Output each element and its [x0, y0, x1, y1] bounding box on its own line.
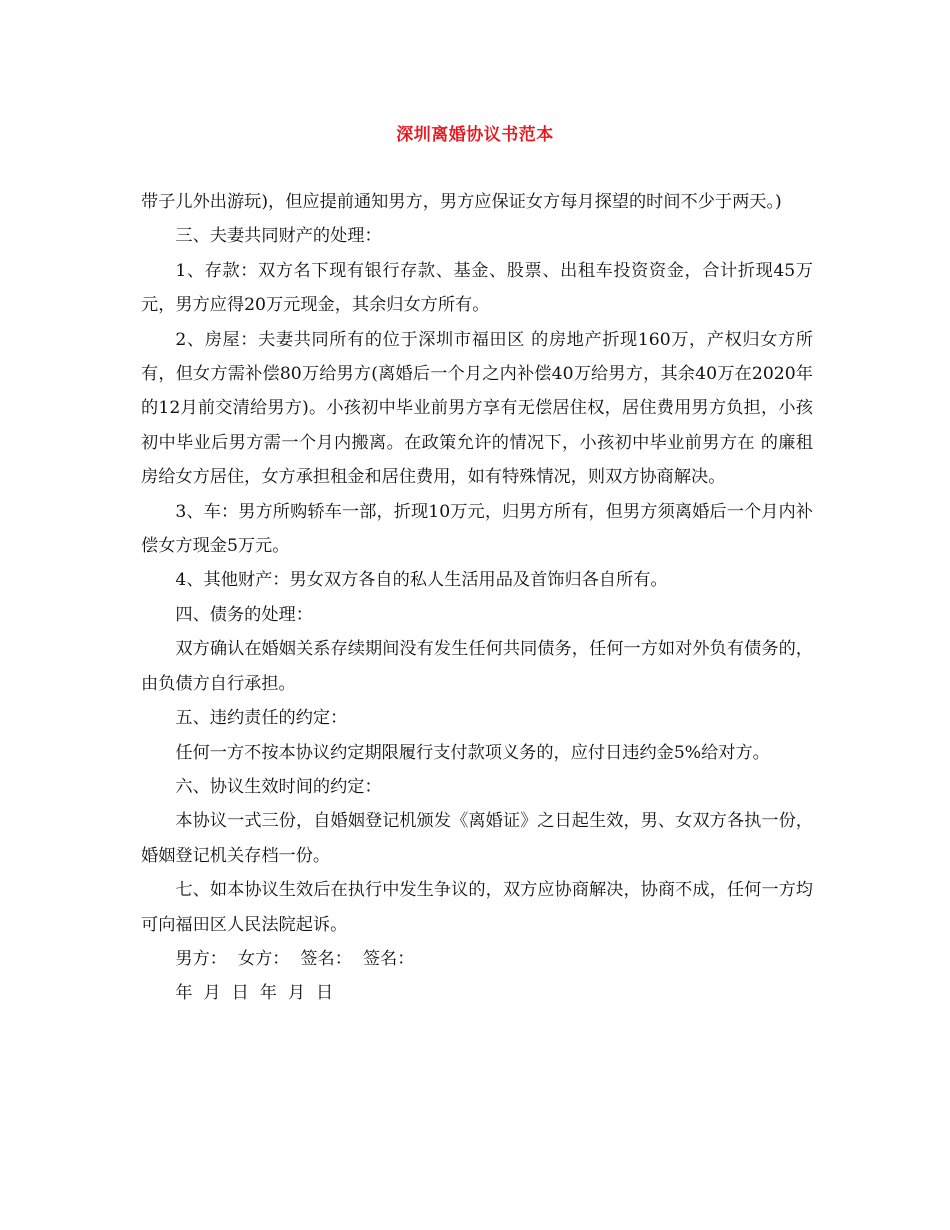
heading-joint-property: 三、夫妻共同财产的处理：: [175, 226, 382, 247]
paragraph-effective-time: 本协议一式三份，自婚姻登记机颁发《离婚证》之日起生效，男、女双方各执一份，婚姻登记机关存档一份。: [141, 811, 813, 866]
paragraph-house: 2、房屋：夫妻共同所有的位于深圳市福田区 的房地产折现160万，产权归女方所有，但女方需补偿80万给男方(离婚后一个月之内补偿40万给男方，其余40万在2020年的12月前交清给男方)。小孩初中毕业前男方享有无偿居住权，居住费用男方负担，小孩初中毕业后男方需一个月内搬离。在政策允许的情况下，小孩初中毕业前男方在 的廉租房给女方居住，女方承担租金和居住费用，如有特殊情况，则双方协商解决。: [141, 329, 813, 488]
paragraph-other-property: 4、其他财产：男女双方各自的私人生活用品及首饰归各自所有。: [175, 570, 668, 591]
paragraph-deposits: 1、存款：双方名下现有银行存款、基金、股票、出租车投资资金，合计折现45万元，男方应得20万元现金，其余归女方所有。: [141, 260, 813, 316]
heading-effective-time: 六、协议生效时间的约定：: [175, 776, 382, 797]
document-body: [141, 185, 813, 1011]
paragraph-car: 3、车：男方所购轿车一部，折现10万元，归男方所有，但男方须离婚后一个月内补偿女方现金5万元。: [141, 501, 813, 557]
signature-line: 男方： 女方： 签名： 签名：: [175, 948, 415, 969]
paragraph-debts: 双方确认在婚姻关系存续期间没有发生任何共同债务，任何一方如对外负有债务的，由负债方自行承担。: [141, 639, 813, 694]
date-line: 年 月 日 年 月 日: [175, 983, 334, 1004]
paragraph-breach-liability: 任何一方不按本协议约定期限履行支付款项义务的，应付日违约金5%给对方。: [175, 742, 770, 763]
paragraph-disputes: 七、如本协议生效后在执行中发生争议的，双方应协商解决，协商不成，任何一方均可向福田区人民法院起诉。: [141, 880, 813, 935]
heading-breach-liability: 五、违约责任的约定：: [175, 708, 348, 729]
paragraph-visitation-continued: 带子儿外出游玩)，但应提前通知男方，男方应保证女方每月探望的时间不少于两天。): [141, 192, 782, 212]
document-title: 深圳离婚协议书范本: [396, 125, 554, 145]
heading-debts: 四、债务的处理：: [175, 604, 313, 625]
